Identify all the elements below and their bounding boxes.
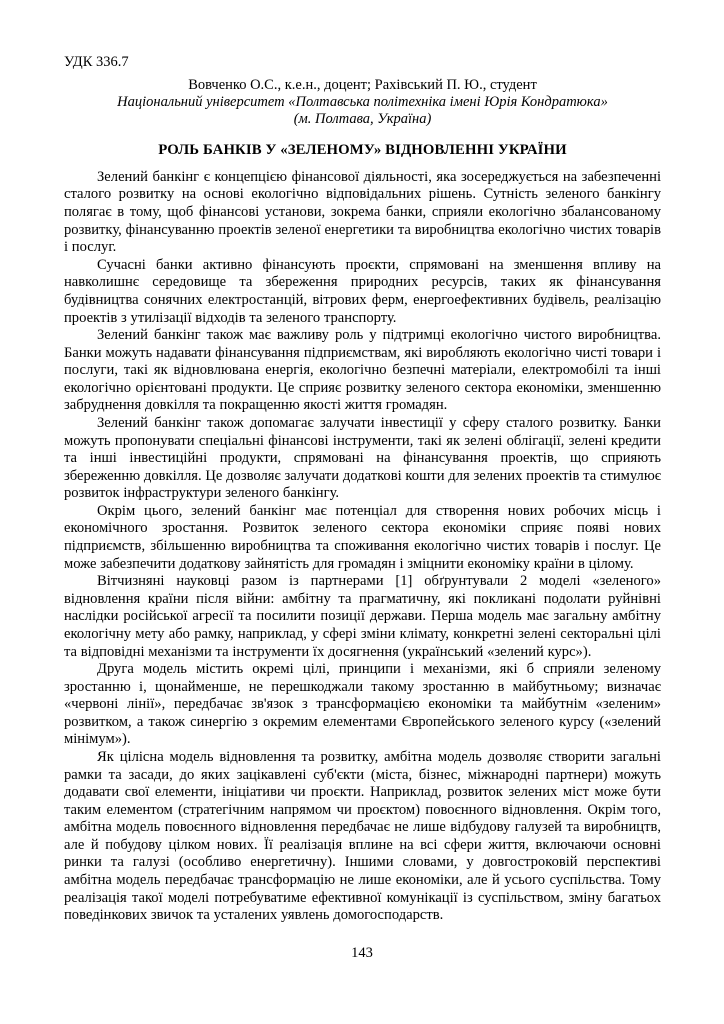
paragraph: Як цілісна модель відновлення та розвитку, амбітна модель дозволяє створити загальні рамки та засади, до яких зацікавлені суб'єкти (міста, бізнес, міжнародні партнери) можуть додавати свої елементи, ініціативи чи проєкти. Наприклад, розвиток зелених міст може бути таким елементом (стратегічним напрямом чи проєктом) повоєнного відновлення. Окрім того, амбітна модель повоєнного відновлення передбачає не лише відбудову галузей та виробництв, але й побудову цілком нових. Її реалізація вплине на всі сфери життя, включаючи основні ринки та галузі (особливо енергетичну). Іншими словами, у довгостроковій перспективі амбітна модель передбачає трансформацію не лише економіки, але й усього суспільства. Тому реалізація такої моделі потребуватиме ефективної комунікації із суспільством, зміну багатьох поведінкових звичок та усталених уявлень домогосподарств. (64, 748, 661, 924)
page-title: РОЛЬ БАНКІВ У «ЗЕЛЕНОМУ» ВІДНОВЛЕННІ УКРАЇНИ (158, 142, 567, 159)
paragraph: Вітчизняні науковці разом із партнерами [1] обґрунтували 2 моделі «зеленого» відновлення країни після війни: амбітну та прагматичну, які покликані подолати руйнівні наслідки російської агресії та посилити позиції держави. Перша модель має загальну амбітну екологічну мету або рамку, наприклад, у сфері зміни клімату, конкретні зелені секторальні цілі та відповідні механізми та інструменти їх досягнення (український «зелений курс»). (64, 573, 661, 660)
paragraph: Зелений банкінг також має важливу роль у підтримці екологічно чистого виробництва. Банки можуть надавати фінансування підприємствам, які виробляють екологічно чисті товари і послуги, такі як відновлювана енергія, екологічно безпечні матеріали, електромобілі та інші екологічно орієнтовані продукти. Це сприяє розвитку зеленого сектора економіки, зменшенню забруднення довкілля та покращенню якості життя громадян. (64, 327, 661, 414)
udk-code: УДК 336.7 (64, 54, 129, 70)
paragraph: Сучасні банки активно фінансують проєкти, спрямовані на зменшення впливу на навколишнє середовище та збереження природних ресурсів, таких як фінансування будівництва сонячних електростанцій, вітрових ферм, енергоефективних будівель, реалізацію проектів з утилізації відходів та зеленого транспорту. (64, 256, 661, 326)
body-text (64, 169, 661, 925)
affiliation-line: Національний університет «Полтавська політехніка імені Юрія Кондратюка» (117, 94, 608, 111)
page-number: 143 (351, 945, 373, 961)
page-content (64, 54, 661, 925)
authors-line: Вовченко О.С., к.е.н., доцент; Рахівський П. Ю., студент (188, 77, 537, 94)
city-line: (м. Полтава, Україна) (293, 111, 432, 128)
paragraph: Зелений банкінг є концепцією фінансової діяльності, яка зосереджується на забезпеченні сталого розвитку на основі екологічно відповідальних рішень. Сутність зеленого банкінгу полягає в тому, щоб фінансові установи, зокрема банки, сприяли екологічно збалансованому розвитку, фінансуванню проектів зеленої енергетики та виробництва екологічно чистих товарів і послуг. (64, 168, 661, 256)
paragraph: Зелений банкінг також допомагає залучати інвестиції у сферу сталого розвитку. Банки можуть пропонувати спеціальні фінансові інструменти, такі як зелені облігації, зелені кредити та інші інвестиційні продукти, спрямовані на фінансування проектів, що сприяють збереженню довкілля. Це дозволяє залучати додаткові кошти для зелених проектів та стимулює розвиток інфраструктури зеленого банкінгу. (64, 414, 661, 502)
paragraph: Окрім цього, зелений банкінг має потенціал для створення нових робочих місць і економічного зростання. Розвиток зеленого сектора економіки сприяє появі нових підприємств, збільшенню виробництва та споживання екологічно чистих товарів і послуг. Це може забезпечити додаткову зайнятість для громадян і зміцнити економіку країни в цілому. (64, 502, 661, 572)
paragraph: Друга модель містить окремі цілі, принципи і механізми, які б сприяли зеленому зростанню і, щонайменше, не перешкоджали такому зростанню в майбутньому; визначає «червоні лінії», передбачає зв'язок з трансформацією економіки та майбутнім «зеленим» розвитком, а також синергію з окремим елементами Європейського зеленого курсу («зелений мінімум»). (64, 661, 661, 748)
